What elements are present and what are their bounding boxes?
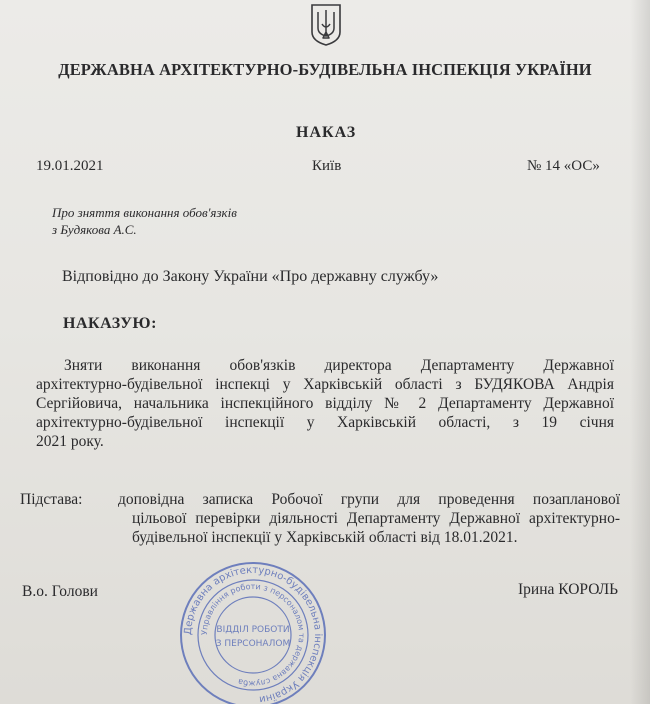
stamp-center-line: ВІДДІЛ РОБОТИ bbox=[216, 625, 290, 635]
subject-line: Про зняття виконання обов'язків bbox=[52, 205, 237, 220]
signatory-name: Ірина КОРОЛЬ bbox=[518, 581, 619, 598]
stamp-center-line: З ПЕРСОНАЛОМ bbox=[215, 639, 291, 649]
basis-line: доповідна записка Робочої групи для проведення позапланової bbox=[118, 491, 620, 508]
subject-line: з Будякова А.С. bbox=[52, 222, 137, 237]
signatory-position: В.о. Голови bbox=[22, 583, 98, 600]
body-line: архітектурно-будівельної інспекці у Харківській області з БУДЯКОВА Андрія bbox=[36, 376, 614, 393]
organization-name: ДЕРЖАВНА АРХІТЕКТУРНО-БУДІВЕЛЬНА ІНСПЕКЦІЯ УКРАЇНИ bbox=[58, 60, 592, 79]
document-city: Київ bbox=[312, 158, 342, 174]
order-heading: НАКАЗУЮ: bbox=[63, 315, 157, 332]
body-line: Зняти виконання обов'язків директора Департаменту Державної bbox=[64, 357, 614, 374]
basis-line: будівельної інспекції у Харківській області від 18.01.2021. bbox=[132, 529, 518, 546]
basis-line: цільової перевірки діяльності Департаменту Державної архітектурно- bbox=[132, 510, 620, 527]
stamp-outer-text: Державна архітектурно-будівельна інспекція України bbox=[182, 564, 324, 704]
order-body bbox=[36, 356, 614, 451]
official-stamp bbox=[178, 560, 328, 704]
document-title: НАКАЗ bbox=[296, 124, 357, 141]
stamp-inner-text: Управління роботи з персоналом та державна служба bbox=[199, 581, 307, 689]
body-line: 2021 року. bbox=[36, 433, 104, 450]
body-line: архітектурно-будівельної інспекції у Харківській області, з 19 січня bbox=[36, 414, 614, 431]
body-line: Сергійовича, начальника інспекційного відділу № 2 Департаменту Державної bbox=[36, 395, 614, 412]
document-number: № 14 «ОС» bbox=[527, 158, 600, 174]
tryzub-icon bbox=[309, 2, 343, 46]
document-subject bbox=[52, 204, 237, 238]
basis-label: Підстава: bbox=[20, 491, 83, 508]
document-date: 19.01.2021 bbox=[36, 158, 104, 174]
intro-text: Відповідно до Закону України «Про державну службу» bbox=[62, 268, 439, 285]
